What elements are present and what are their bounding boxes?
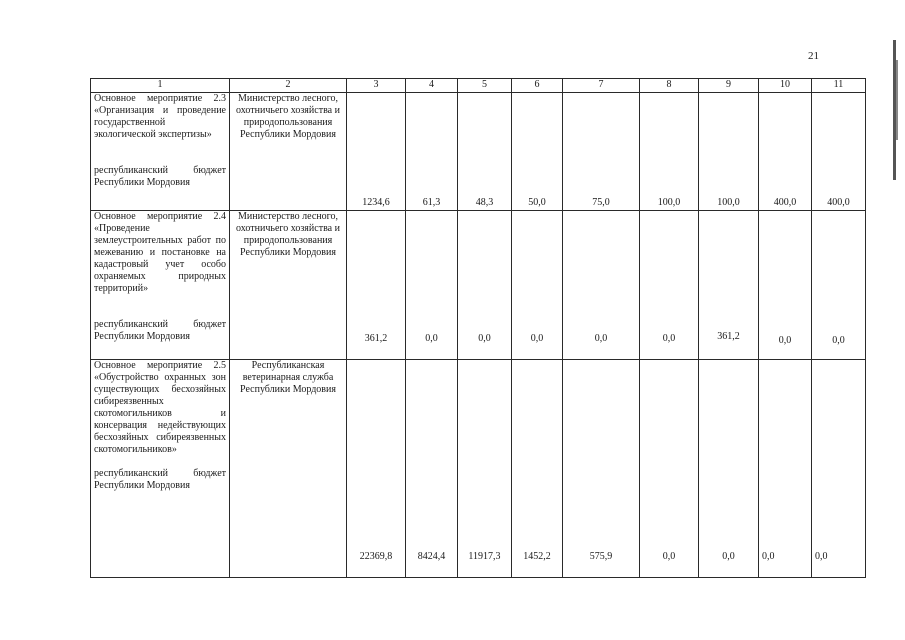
- value-cell: 100,0: [699, 93, 759, 211]
- column-header: 7: [563, 79, 640, 93]
- column-header: 2: [230, 79, 347, 93]
- activity-cell: [91, 360, 230, 578]
- value-cell: 1452,2: [512, 360, 563, 578]
- value-cell: 0,0: [812, 211, 866, 360]
- column-header: 4: [406, 79, 458, 93]
- value-cell: 0,0: [512, 211, 563, 360]
- value-cell: 0,0: [640, 211, 699, 360]
- table-row: [91, 211, 866, 360]
- table-row: [91, 360, 866, 578]
- scan-edge-mark: [896, 60, 898, 140]
- value-cell: 100,0: [640, 93, 699, 211]
- table-row: [91, 93, 866, 211]
- funding-source: республиканский бюджет Республики Мордовия: [94, 165, 226, 188]
- value-cell: 400,0: [759, 93, 812, 211]
- value-cell: 0,0: [563, 211, 640, 360]
- value-cell: 0,0: [759, 211, 812, 360]
- value-cell: 48,3: [458, 93, 512, 211]
- executor-cell: Министерство лесного, охотничьего хозяйства и природопользования Республики Мордовия: [230, 93, 347, 211]
- activity-title: Основное мероприятие 2.4 «Проведение землеустроительных работ по межеванию и постановке на кадастровый учет особо охраняемых природных территорий»: [94, 211, 226, 294]
- value-cell: 50,0: [512, 93, 563, 211]
- column-header: 1: [91, 79, 230, 93]
- value-cell: 361,2: [347, 211, 406, 360]
- executor-cell: Республиканская ветеринарная служба Республики Мордовия: [230, 360, 347, 578]
- value-cell: 8424,4: [406, 360, 458, 578]
- value-cell: 361,2: [699, 211, 759, 360]
- value-cell: 11917,3: [458, 360, 512, 578]
- executor-cell: Министерство лесного, охотничьего хозяйства и природопользования Республики Мордовия: [230, 211, 347, 360]
- value-cell: 0,0: [406, 211, 458, 360]
- value-cell: 0,0: [699, 360, 759, 578]
- value-cell: 0,0: [812, 360, 866, 578]
- column-header: 11: [812, 79, 866, 93]
- column-number-row: [91, 79, 866, 93]
- activity-cell: [91, 93, 230, 211]
- value-cell: 75,0: [563, 93, 640, 211]
- activity-cell: [91, 211, 230, 360]
- activity-title: Основное мероприятие 2.5 «Обустройство охранных зон существующих бесхозяйных сибиреязвенных скотомогильников и консервация недействующих бесхозяйных сибиреязвенных скотомогильников»: [94, 360, 226, 455]
- column-header: 10: [759, 79, 812, 93]
- value-cell: 0,0: [759, 360, 812, 578]
- value-cell: 0,0: [458, 211, 512, 360]
- activity-title: Основное мероприятие 2.3 «Организация и проведение государственной экологической экспертизы»: [94, 93, 226, 140]
- column-header: 8: [640, 79, 699, 93]
- value-cell: 22369,8: [347, 360, 406, 578]
- column-header: 6: [512, 79, 563, 93]
- column-header: 3: [347, 79, 406, 93]
- column-header: 9: [699, 79, 759, 93]
- funding-table: [90, 78, 866, 578]
- funding-source: республиканский бюджет Республики Мордовия: [94, 468, 226, 491]
- value-cell: 1234,6: [347, 93, 406, 211]
- column-header: 5: [458, 79, 512, 93]
- value-cell: 0,0: [640, 360, 699, 578]
- page-number: 21: [808, 50, 819, 62]
- value-cell: 61,3: [406, 93, 458, 211]
- value-cell: 575,9: [563, 360, 640, 578]
- funding-source: республиканский бюджет Республики Мордовия: [94, 319, 226, 342]
- value-cell: 400,0: [812, 93, 866, 211]
